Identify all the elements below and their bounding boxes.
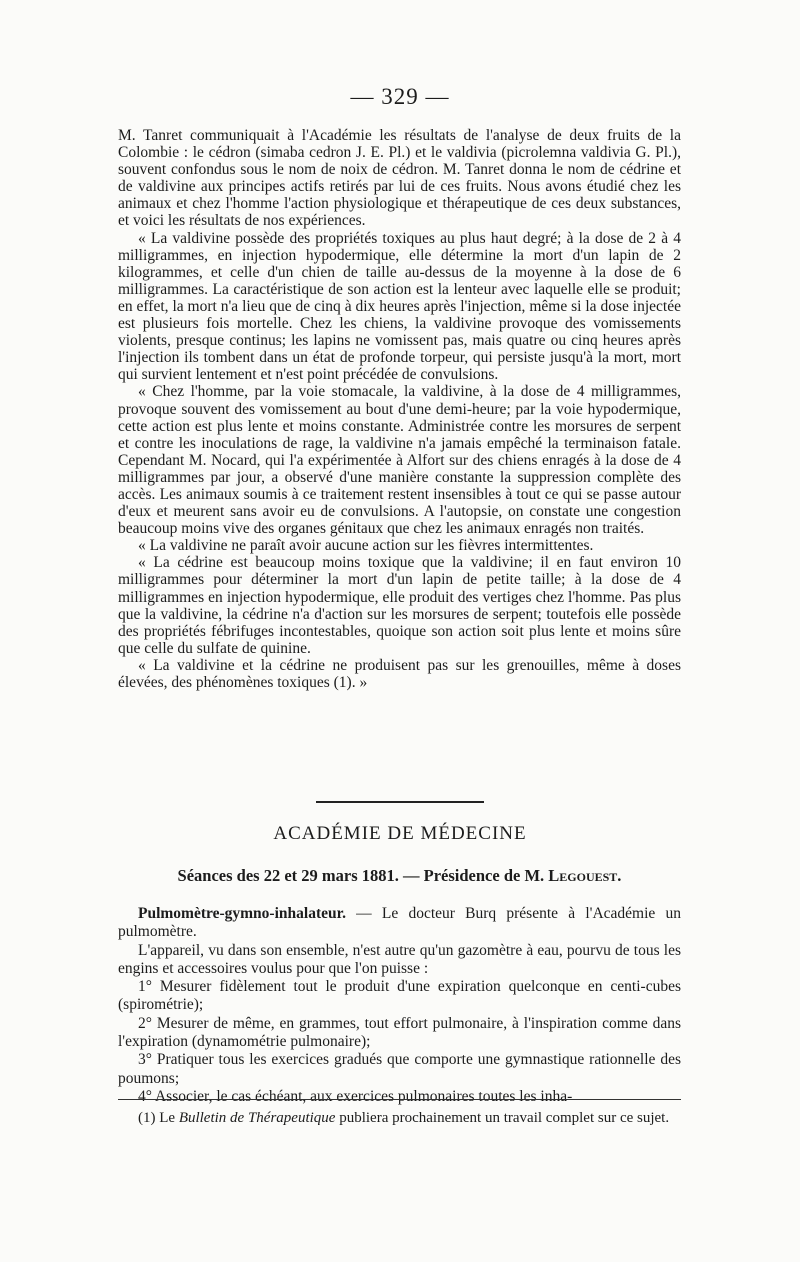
pulmometre-heading-paragraph	[118, 905, 681, 942]
section-divider	[316, 801, 484, 803]
pulmometre-section	[118, 905, 681, 1106]
footnote	[118, 1109, 681, 1127]
paragraph-intro: M. Tanret communiquait à l'Académie les résultats de l'analyse de deux fruits de la Colombie : le cédron (simaba cedron J. E. Pl.) et le valdivia (picrolemna valdivia G. Pl.), souvent confondus sous le nom de noix de cédron. M. Tanret donna le nom de cédrine et de valdivine aux principes actifs retirés par lui de ces fruits. Nous avons étudié chez les animaux et chez l'homme l'action physiologique et thérapeutique de ces deux substances, et voici les résultats de nos expériences.	[118, 127, 681, 230]
paragraph-cedrine: « La cédrine est beaucoup moins toxique que la valdivine; il en faut environ 10 milligrammes pour déterminer la mort d'un lapin de petite taille; à la dose de 4 milligrammes en injection hypodermique, elle produit des vertiges chez l'homme. Pas plus que la valdivine, la cédrine n'a d'action sur les morsures de serpent; toutefois elle possède des propriétés fébrifuges incontestables, quoique son action soit plus lente et moins sûre que celle du sulfate de quinine.	[118, 554, 681, 657]
paragraph-valdivine-human: « Chez l'homme, par la voie stomacale, la valdivine, à la dose de 4 milligrammes, provoque souvent des vomissement au bout d'une demi-heure; par la voie hypodermique, cette action est plus lente et moins constante. Administrée contre les morsures de serpent et contre les inoculations de rage, la valdivine n'a jamais empêché la terminaison fatale. Cependant M. Nocard, qui l'a expérimentée à Alfort sur des chiens enragés à la dose de 4 milligrammes par jour, a observé d'une manière constante la suppression complète des accès. Les animaux soumis à ce traitement restent insensibles à tout ce qui se passe autour d'eux et meurent sans avoir eu de convulsions. A l'autopsie, on constate une congestion beaucoup moins vive des organes génitaux que chez les animaux enragés non traités.	[118, 383, 681, 538]
footnote-rule	[118, 1099, 681, 1100]
pulmometre-item-3: 3° Pratiquer tous les exercices gradués que comporte une gymnastique rationnelle des poumons;	[118, 1051, 681, 1087]
paragraph-frogs: « La valdivine et la cédrine ne produisent pas sur les grenouilles, même à doses élevées, des phénomènes toxiques (1). »	[118, 656, 681, 691]
footnote-marker: (1) Le	[138, 1110, 179, 1126]
pulmometre-heading: Pulmomètre-gymno-inhalateur.	[138, 905, 346, 922]
page-number: — 329 —	[350, 84, 450, 109]
paragraph-valdivine-toxicity: « La valdivine possède des propriétés toxiques au plus haut degré; à la dose de 2 à 4 milligrammes, en injection hypodermique, elle détermine la mort d'un lapin de 2 kilogrammes, et celle d'un chien de taille au-dessus de la moyenne à la dose de 6 milligrammes. La caractéristique de son action est la lenteur avec laquelle elle se produit; en effet, la mort n'a lieu que de cinq à dix heures après l'injection, même si la dose injectée est plusieurs fois mortelle. Chez les chiens, la valdivine provoque des vomissements violents, presque continus; les lapins ne vomissent pas, mais quatre ou cinq heures après l'injection ils tombent dans un état de profonde torpeur, qui persiste jusqu'à la mort, mort qui survient lentement et n'est point précédée de convulsions.	[118, 229, 681, 384]
footnote-journal: Bulletin de Thérapeutique	[178, 1110, 336, 1126]
section-title: ACADÉMIE DE MÉDECINE	[273, 823, 527, 844]
session-text: Séances des 22 et 29 mars 1881. — Présidence de M.	[177, 866, 549, 885]
paragraph-valdivine-fevers: « La valdivine ne paraît avoir aucune action sur les fièvres intermittentes.	[138, 537, 594, 555]
main-text	[118, 127, 681, 691]
pulmometre-paragraph: L'appareil, vu dans son ensemble, n'est autre qu'un gazomètre à eau, pourvu de tous les engins et accessoires voulus pour que l'on puisse :	[118, 941, 681, 977]
president-name: Legouest.	[548, 866, 622, 885]
pulmometre-item-1: 1° Mesurer fidèlement tout le produit d'une expiration quelconque en centi-cubes (spirométrie);	[118, 978, 681, 1014]
session-line	[118, 866, 681, 886]
pulmometre-heading-rest: — Le docteur Burq présente à l'Académie un pulmomètre.	[118, 905, 681, 941]
pulmometre-item-4: 4° Associer, le cas échéant, aux exercices pulmonaires toutes les inha-	[138, 1087, 573, 1105]
footnote-rest: publiera prochainement un travail complet sur ce sujet.	[335, 1110, 670, 1126]
pulmometre-item-2: 2° Mesurer de même, en grammes, tout effort pulmonaire, à l'inspiration comme dans l'expiration (dynamométrie pulmonaire);	[118, 1014, 681, 1051]
